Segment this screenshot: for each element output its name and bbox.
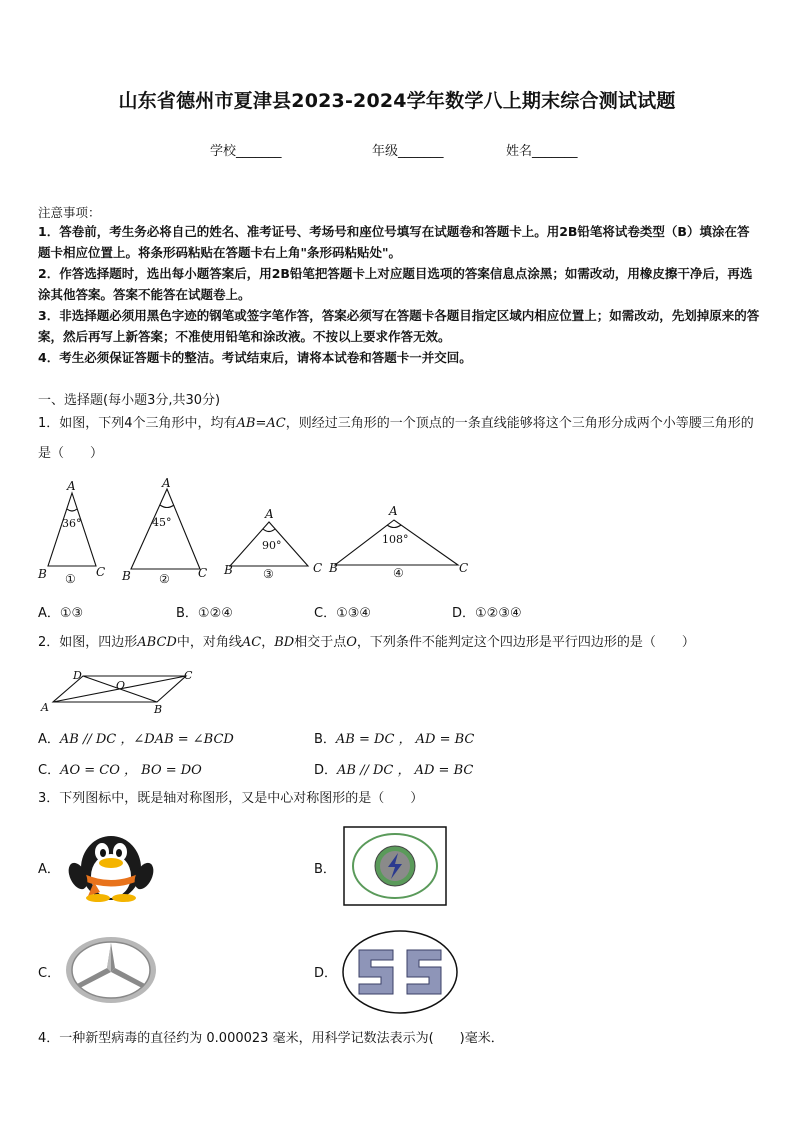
t3-label-right: C: [313, 561, 323, 575]
question-2-figure: [36, 664, 200, 716]
t1-label-left: B: [38, 567, 47, 581]
t4-label-apex: A: [389, 504, 398, 518]
q2-label-o: O: [116, 679, 126, 692]
question-2-text: 2．如图，四边形ABCD中，对角线AC，BD相交于点O，下列条件不能判定这个四边形是平行四边形的是（ ）: [38, 635, 695, 650]
question-3-text: 3．下列图标中，既是轴对称图形，又是中心对称图形的是（ ）: [38, 791, 424, 806]
t4-angle: 108°: [382, 533, 409, 546]
q3-option-d-label[interactable]: D．: [314, 966, 338, 981]
q3-s-pattern-icon: [341, 930, 459, 1014]
triangle-2: [131, 489, 200, 569]
name-field: 姓名_______: [506, 144, 578, 159]
q3-option-c-label[interactable]: C．: [38, 966, 61, 981]
angle-mark-2: [160, 505, 174, 508]
q2-label-a: A: [41, 701, 49, 714]
grade-field: 年级_______: [372, 144, 444, 159]
q3-option-a-label[interactable]: A．: [38, 862, 60, 877]
q3-lightning-logo-icon: [343, 826, 447, 906]
q1-option-a[interactable]: A．①③: [38, 606, 84, 621]
q3-star-emblem-icon: [62, 934, 160, 1006]
t2-label-left: B: [122, 569, 131, 583]
note-item-4: 4．考生必须保证答题卡的整洁。考试结束后，请将本试卷和答题卡一并交回。: [38, 350, 472, 365]
q1-option-b[interactable]: B．①②④: [176, 606, 233, 621]
t1-angle: 36°: [62, 517, 82, 530]
t2-label-right: C: [198, 566, 208, 580]
t2-number: ②: [159, 572, 170, 586]
section-heading: 一、选择题(每小题3分,共30分): [38, 393, 221, 408]
q2-option-c[interactable]: C．AO = CO ， BO = DO: [38, 763, 202, 778]
page-title: 山东省德州市夏津县2023-2024学年数学八上期末综合测试试题: [118, 90, 676, 112]
q1-option-c[interactable]: C．①③④: [314, 606, 372, 621]
t3-label-left: B: [224, 563, 233, 577]
q1-option-d[interactable]: D．①②③④: [452, 606, 522, 621]
note-item-2: 2．作答选择题时，选出每小题答案后，用2B铅笔把答题卡上对应题目选项的答案信息点涂黑；如需改动，用橡皮擦干净后，再选涂其他答案。答案不能答在试题卷上。: [38, 266, 753, 302]
angle-mark-4: [387, 525, 401, 528]
question-1-figure: [30, 474, 480, 590]
note-item-1: 1．答卷前，考生务必将自己的姓名、准考证号、考场号和座位号填写在试题卷和答题卡上。用2B铅笔将试卷类型（B）填涂在答题卡相应位置上。将条形码粘贴在答题卡右上角"条形码粘贴处"。: [38, 224, 750, 260]
t4-label-right: C: [459, 561, 469, 575]
t1-label-apex: A: [67, 479, 76, 493]
q2-option-d[interactable]: D．AB // DC ， AD = BC: [314, 763, 474, 778]
t3-number: ③: [263, 567, 274, 581]
notes-heading: 注意事项：: [38, 205, 101, 220]
t1-label-right: C: [96, 565, 106, 579]
question-4-text: 4．一种新型病毒的直径约为 0.000023 毫米，用科学记数法表示为( )毫米．: [38, 1031, 504, 1046]
t2-angle: 45°: [152, 516, 172, 529]
t2-label-apex: A: [162, 476, 171, 490]
t4-number: ④: [393, 566, 404, 580]
q2-option-b[interactable]: B．AB = DC ， AD = BC: [314, 732, 475, 747]
t1-number: ①: [65, 572, 76, 586]
question-1-text: 1．如图，下列4个三角形中，均有AB=AC，则经过三角形的一个顶点的一条直线能够将这个三角形分成两个小等腰三角形的是（ ）: [38, 416, 754, 461]
note-item-3: 3．非选择题必须用黑色字迹的钢笔或签字笔作答，答案必须写在答题卡各题目指定区域内相应位置上；如需改动，先划掉原来的答案，然后再写上新答案；不准使用铅笔和涂改液。不按以上要求作答无效。: [38, 308, 760, 344]
angle-mark-1: [67, 509, 77, 511]
t3-angle: 90°: [262, 539, 282, 552]
school-field: 学校_______: [210, 144, 282, 159]
angle-mark-3: [263, 529, 275, 532]
t4-label-left: B: [329, 561, 338, 575]
q2-option-a[interactable]: A．AB // DC ，∠DAB = ∠BCD: [38, 732, 234, 747]
q2-label-d: D: [73, 669, 82, 682]
q3-option-b-label[interactable]: B．: [314, 862, 336, 877]
q2-label-b: B: [154, 703, 163, 716]
t3-label-apex: A: [265, 507, 274, 521]
q2-label-c: C: [184, 669, 193, 682]
q3-penguin-icon: [66, 826, 156, 902]
